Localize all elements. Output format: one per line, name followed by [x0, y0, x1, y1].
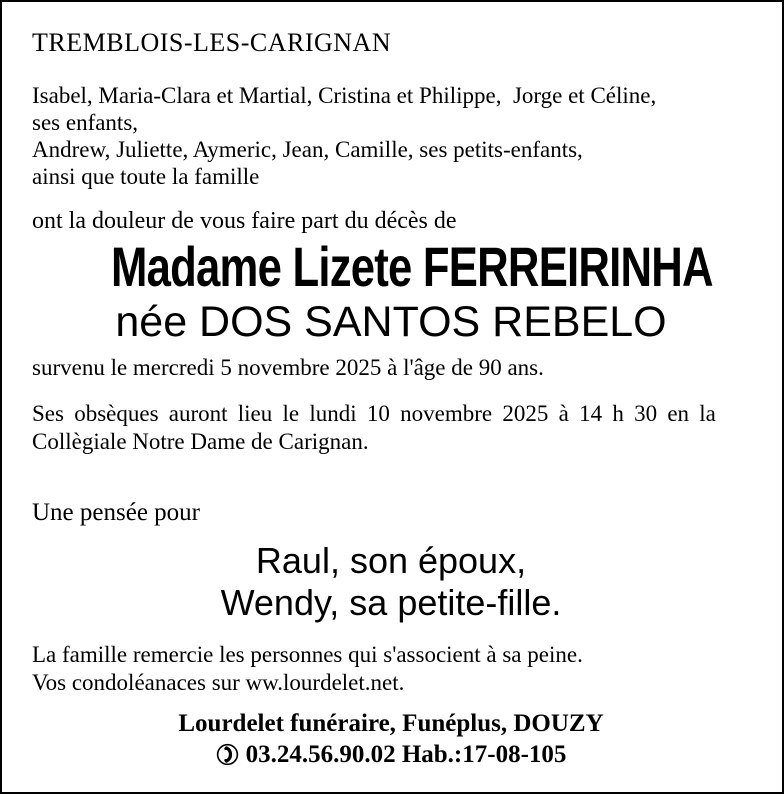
thought-intro: Une pensée pour	[32, 499, 200, 526]
family-paragraph	[32, 82, 750, 190]
family-line-children: Isabel, Maria-Clara et Martial, Cristina et Philippe, Jorge et Céline,	[32, 83, 657, 108]
funeral-home-name: Lourdelet funéraire, Funéplus, DOUZY	[178, 710, 604, 737]
death-date-text: survenu le mercredi 5 novembre 2025 à l'âge de 90 ans.	[32, 355, 544, 380]
funeral-home-footer	[32, 708, 750, 774]
condolences-line: Vos condoléanaces sur ww.lourdelet.net.	[32, 670, 405, 695]
city-header: TREMBLOIS-LES-CARIGNAN	[32, 28, 392, 57]
maiden-name: née DOS SANTOS REBELO	[115, 298, 667, 346]
announcement-text: ont la douleur de vous faire part du décès de	[32, 208, 457, 234]
phone-number: 03.24.56.90.02 Hab.:17-08-105	[245, 741, 567, 768]
family-line-children-label: ses enfants,	[32, 110, 139, 135]
thought-names	[32, 540, 750, 624]
thanks-line: La famille remercie les personnes qui s'associent à sa peine.	[32, 642, 583, 667]
phone-line	[216, 739, 567, 770]
family-line-grandchildren: Andrew, Juliette, Aymeric, Jean, Camille, ses petits-enfants,	[32, 137, 583, 162]
phone-icon	[216, 743, 239, 766]
deceased-name: Madame Lizete FERREIRINHA	[110, 235, 713, 298]
funeral-line-place: Collègiale Notre Dame de Carignan.	[32, 429, 369, 454]
thought-line-spouse: Raul, son époux,	[255, 540, 527, 581]
funeral-paragraph	[32, 400, 750, 456]
thought-line-granddaughter: Wendy, sa petite-fille.	[220, 582, 562, 623]
family-line-whole-family: ainsi que toute la famille	[32, 164, 260, 189]
funeral-line-date: Ses obsèques auront lieu le lundi 10 novembre 2025 à 14 h 30 en la	[32, 401, 716, 426]
thanks-paragraph	[32, 641, 750, 697]
